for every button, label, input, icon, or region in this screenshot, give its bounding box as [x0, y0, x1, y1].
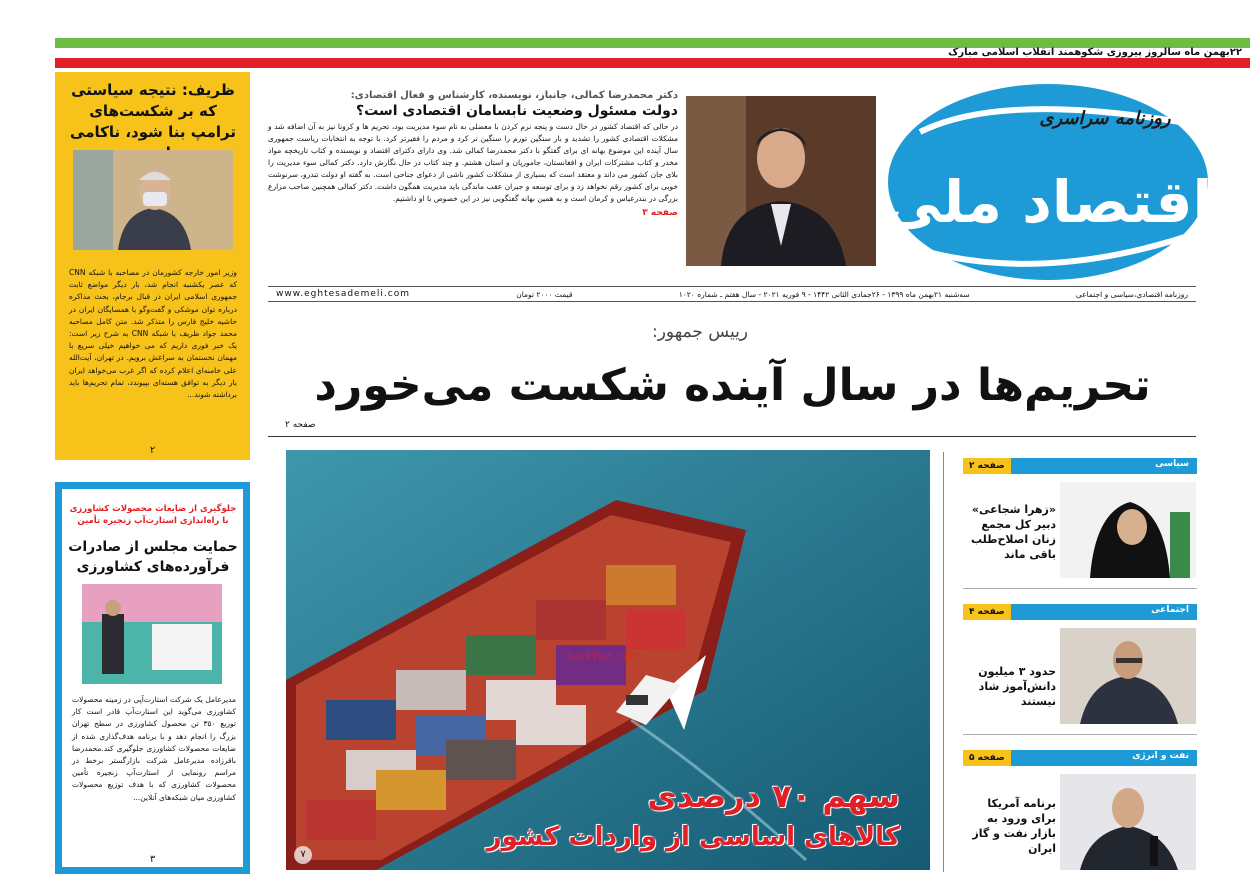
section-divider [963, 588, 1197, 589]
editorial-body: در حالی که اقتصاد کشور در حال دست و پنجه نرم کردن با معضلی به نام سوء مدیریت بود، تحریم ها و کرونا نیز به آن اضافه شد و مشکلات اقتصادی کشور را تشدید و بار سنگین تورم را سنگین تر کرد و مردم را فقیرتر کرد. با توجه به انتخابات ریاست جمهوری سال آینده این موضوع بهانه ای برای گفتگو با دکتر محمدرضا کمالی شد. وی دارای دکترای اقتصاد و نویسنده و کتاب تاریخچه مواد مخدر و کتاب مشترکات ایران و افغانستان، جامورپان و استان هشتم. و چند کتاب در حال نگارش دارد. دکتر کمالی سوء مدیریت را بلای جان کشور می داند و معتقد است که بسیاری از مشکلات کشور ناشی از دعوای جناحی است. به گفته او دولت تندرو، سرنوشت خوبی برای کشور رقم نخواهد زد و برای توسعه و جبران عقب ماندگی باید مدیریت همگون داشت. دکتر کمالی همچنین صاحب مزارع بزرگی در بندرعباس و کرمان است و به همین بهانه گفتگویی نیز در این خصوص با او داشتیم. [268, 122, 678, 203]
editorial-article [268, 90, 678, 270]
zarif-news-box [55, 72, 250, 460]
section-story-energy[interactable]: برنامه آمریکا برای ورود به بازار نفت و گاز ایران [972, 797, 1056, 855]
section-page-ref: صفحه ۵ [963, 750, 1011, 766]
section-story-social[interactable]: حدود ۳ میلیون دانش‌آموز شاد نیستند [978, 665, 1056, 708]
energy-official-photo [1060, 774, 1196, 870]
issue-info-bar [268, 286, 1196, 302]
education-minister-photo [1060, 628, 1196, 724]
section-divider [963, 734, 1197, 735]
zarif-page-number: ۲ [149, 445, 156, 456]
section-header-social[interactable] [963, 604, 1197, 620]
zarif-body: وزیر امور خارجه کشورمان در مصاحبه با شبکه CNN که عصر یکشنبه انجام شد، بار دیگر مواضع ثابت جمهوری اسلامی ایران در قبال برجام، بحث مذاکره درباره توان موشکی و گفت‌وگو با همسایگان ایران در حاشیه خلیج فارس را متذکر شد. متن کامل مصاحبه محمد جواد ظریف با شبکه CNN به شرح زیر است: یک خبر فوری داریم که می خواهیم خیلی سریع با مهمان نخستمان به سراغش برویم. در تهران، آیت‌الله علی خامنه‌ای اعلام کرده که اگر غرب می‌خواهد ایران بار دیگر به توافق هسته‌ای بپیوندد، تمام تحریم‌ها باید برداشته شوند... [69, 268, 238, 400]
ship-caption-primary: سهم ۷۰ درصدی [647, 777, 900, 815]
masthead-name: اقتصاد ملی [883, 168, 1213, 236]
section-name: نفت و انرژی [1132, 751, 1189, 761]
headline-page-ref[interactable]: صفحه ۲ [285, 420, 316, 430]
section-name: سیاسی [1155, 459, 1189, 469]
editorial-title[interactable]: دولت مسئول وضعیت نابسامان اقتصادی است؟ [356, 103, 678, 119]
masthead-logo [880, 72, 1220, 294]
section-name: اجتماعی [1151, 605, 1189, 615]
column-divider [943, 452, 944, 872]
agriculture-title[interactable]: حمایت مجلس از صادرات فرآورده‌های کشاورزی [68, 539, 238, 575]
agriculture-news-box [55, 482, 250, 874]
agriculture-photo [82, 584, 222, 684]
shojaei-photo [1060, 482, 1196, 578]
editorial-page-ref[interactable]: صفحه ۳ [642, 208, 678, 218]
ship-caption-secondary: کالاهای اساسی از واردات کشور [486, 822, 900, 852]
zarif-title[interactable]: ظریف: نتیجه سیاستی که بر شکست‌های ترامپ بنا شود، ناکامی [70, 81, 236, 141]
agriculture-kicker: جلوگیری از ضایعات محصولات کشاورزی با راه‌اندازی استارت‌آپ زنجیره تأمین [69, 504, 237, 526]
zarif-photo [73, 150, 233, 250]
website-url[interactable]: www.eghtesademeli.com [276, 289, 410, 299]
section-page-ref: صفحه ۲ [963, 458, 1011, 474]
top-red-bar [55, 58, 1250, 68]
ship-watermark: Sarkhat.com [566, 649, 642, 663]
section-story-politics[interactable]: «زهرا شجاعی» دبیر کل مجمع زنان اصلاح‌طلب باقی ماند [971, 503, 1056, 561]
editorial-portrait-photo [686, 96, 876, 266]
ship-page-number: ۷ [294, 846, 312, 864]
section-header-politics[interactable] [963, 458, 1197, 474]
headline-kicker: رییس جمهور: [651, 322, 749, 342]
headline-divider [268, 436, 1196, 437]
issue-date: سه‌شنبه ۲۱بهمن ماه ۱۳۹۹ - ۲۶جمادی الثانی ۱۴۴۲ - ۹ فوریه ۲۰۲۱ - سال هفتم ـ شماره ۱۰۲۰ [678, 289, 970, 299]
agriculture-body: مدیرعامل یک شرکت استارت‌آپی در زمینه محصولات کشاورزی می‌گوید این استارت‌آپ قادر است کار توزیع ۳۵۰ تن محصول کشاورزی در سطح تهران بزرگ را انجام دهد و با برنامه هدف‌گذاری شده از ضایعات محصولات کشاورزی جلوگیری کند.محمدرضا باقرزاده مدیرعامل شرکت بازارگستر برخط در مراسم رونمایی از استارت‌آپ زنجیره تأمین محصولات کشاورزی که با هدف توزیع محصولات کشاورزی میان شبکه‌های آنلاین... [72, 695, 236, 802]
agriculture-page-number: ۳ [149, 854, 156, 865]
masthead-small: روزنامه سراسری [1039, 108, 1171, 129]
cargo-ship-photo[interactable] [286, 450, 930, 870]
issue-price: قیمت ۲۰۰۰ تومان [516, 289, 573, 299]
main-headline[interactable]: تحریم‌ها در سال آینده شکست می‌خورد [314, 360, 1151, 411]
section-header-energy[interactable] [963, 750, 1197, 766]
section-page-ref: صفحه ۴ [963, 604, 1011, 620]
editorial-kicker: دکتر محمدرضا کمالی، جانباز، نویسنده، کارشناس و فعال اقتصادی: [350, 90, 678, 101]
paper-description: روزنامه اقتصادی،سیاسی و اجتماعی [1075, 289, 1188, 299]
top-strip-text: ۲۲بهمن ماه سالروز پیروزی شکوهمند انقلاب اسلامی مبارک [948, 47, 1242, 58]
